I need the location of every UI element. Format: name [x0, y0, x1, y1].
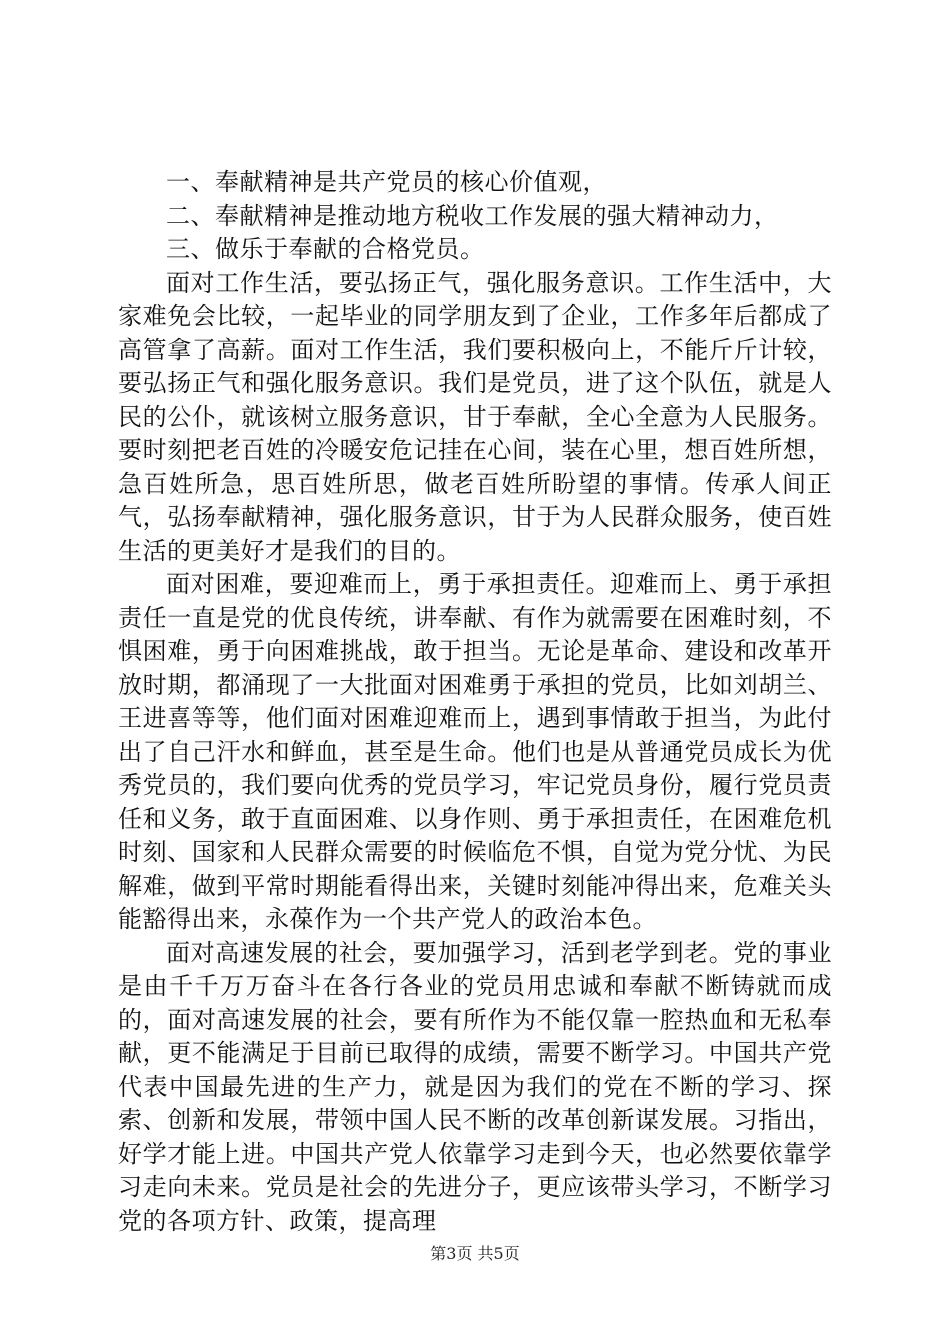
paragraph-service-awareness: 面对工作生活，要弘扬正气，强化服务意识。工作生活中，大家难免会比较，一起毕业的同学朋友到了企业，工作多年后都成了高管拿了高薪。面对工作生活，我们要积极向上，不能斤斤计较，要弘扬正气和强化服务意识。我们是党员，进了这个队伍，就是人民的公仆，就该树立服务意识，甘于奉献，全心全意为人民服务。要时刻把老百姓的冷暖安危记挂在心间，装在心里，想百姓所想，急百姓所急，思百姓所思，做老百姓所盼望的事情。传承人间正气，弘扬奉献精神，强化服务意识，甘于为人民群众服务，使百姓生活的更美好才是我们的目的。: [118, 268, 832, 565]
heading-item-2: 二、奉献精神是推动地方税收工作发展的强大精神动力，: [166, 201, 779, 230]
paragraph-take-responsibility: 面对困难，要迎难而上，勇于承担责任。迎难而上、勇于承担责任一直是党的优良传统，讲奉献、有作为就需要在困难时刻，不惧困难，勇于向困难挑战，敢于担当。无论是革命、建设和改革开放时期，都涌现了一大批面对困难勇于承担的党员，比如刘胡兰、王进喜等等，他们面对困难迎难而上，遇到事情敢于担当，为此付出了自己汗水和鲜血，甚至是生命。他们也是从普通党员成长为优秀党员的，我们要向优秀的党员学习，牢记党员身份，履行党员责任和义务，敢于直面困难、以身作则、勇于承担责任，在困难危机时刻、国家和人民群众需要的时候临危不惧，自觉为党分忧、为民解难，做到平常时期能看得出来，关键时刻能冲得出来，危难关头能豁得出来，永葆作为一个共产党人的政治本色。: [118, 570, 832, 933]
paragraph-keep-learning: 面对高速发展的社会，要加强学习，活到老学到老。党的事业是由千千万万奋斗在各行各业的党员用忠诚和奉献不断铸就而成的，面对高速发展的社会，要有所作为不能仅靠一腔热血和无私奉献，更不能满足于目前已取得的成绩，需要不断学习。中国共产党代表中国最先进的生产力，就是因为我们的党在不断的学习、探索、创新和发展，带领中国人民不断的改革创新谋发展。习指出，好学才能上进。中国共产党人依靠学习走到今天，也必然要依靠学习走向未来。党员是社会的先进分子，更应该带头学习，不断学习党的各项方针、政策，提高理: [118, 938, 832, 1235]
heading-item-3: 三、做乐于奉献的合格党员。: [166, 235, 485, 263]
heading-item-1: 一、奉献精神是共产党员的核心价值观，: [166, 168, 607, 196]
page-number-footer: 第3页 共5页: [430, 1244, 520, 1263]
document-body: [118, 166, 832, 1238]
